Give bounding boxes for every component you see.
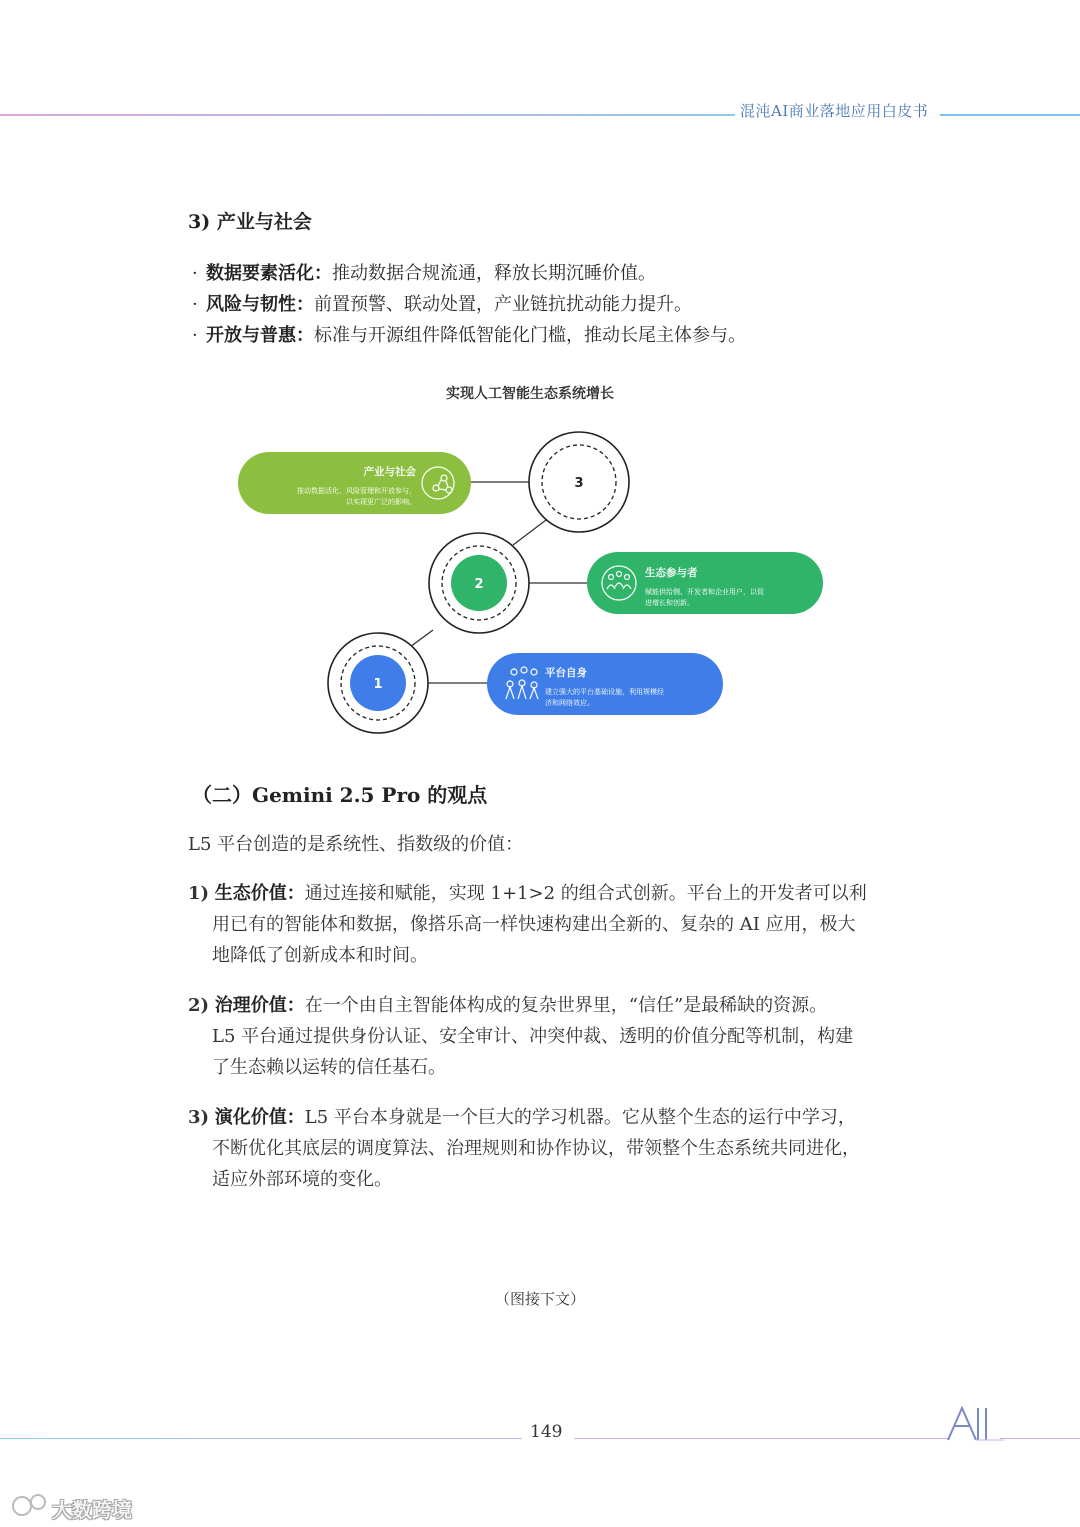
- figure-continued-caption: （图接下文）: [494, 1290, 585, 1308]
- step-2-card: [587, 552, 823, 614]
- step-3-number: 3: [574, 476, 584, 491]
- step-3-title: 产业与社会: [363, 466, 416, 478]
- step-2-desc-line1: 赋能供给侧、开发者和企业用户，以促: [645, 588, 764, 596]
- step-1-number: 1: [373, 677, 383, 692]
- connector-line: [410, 630, 433, 647]
- svg-text:AI: AI: [946, 1404, 948, 1405]
- footer-rule-mid: [574, 1438, 950, 1439]
- header-title: 混沌AI商业落地应用白皮书: [740, 102, 929, 120]
- step-2-number: 2: [474, 577, 484, 592]
- step-2-node: [429, 533, 529, 633]
- bullet-list: [192, 258, 952, 351]
- step-2-desc-line2: 进增长和创新。: [645, 599, 694, 607]
- step-1-title: 平台自身: [545, 667, 587, 679]
- bullet-item: · 数据要素活化：推动数据合规流通，释放长期沉睡价值。: [192, 263, 656, 284]
- watermark-text: 大数跨境: [52, 1498, 132, 1522]
- growth-diagram: [230, 425, 830, 735]
- step-3-desc-line1: 推动数据活化、风险管理和开放参与，: [297, 487, 416, 495]
- step-2-title: 生态参与者: [645, 567, 698, 579]
- bullet-item: · 风险与韧性：前置预警、联动处置，产业链抗扰动能力提升。: [192, 294, 692, 315]
- step-1-desc-line1: 建立强大的平台基础设施，利用规模经: [545, 688, 664, 696]
- header-rule-left: [0, 114, 735, 116]
- header-rule-right: [940, 114, 1080, 116]
- value-item: 2) 治理价值：在一个由自主智能体构成的复杂世界里，“信任”是最稀缺的资源。 L5 平台通过提供身份认证、安全审计、冲突仲裁、透明的价值分配等机制，构建 了生态赖以运转的信任基石。: [188, 995, 854, 1078]
- figure-title: 实现人工智能生态系统增长: [446, 386, 614, 402]
- step-3-node: [529, 432, 629, 532]
- footer-rule-right: [1000, 1438, 1080, 1439]
- bullet-item: · 开放与普惠：标准与开源组件降低智能化门槛，推动长尾主体参与。: [192, 325, 746, 346]
- value-item: 1) 生态价值：通过连接和赋能，实现 1+1>2 的组合式创新。平台上的开发者可以利 用已有的智能体和数据，像搭乐高一样快速构建出全新的、复杂的 AI 应用，极大 地降低了创新成本和时间。: [188, 883, 867, 966]
- page-number: 149: [530, 1422, 563, 1442]
- value-item: 3) 演化价值：L5 平台本身就是一个巨大的学习机器。它从整个生态的运行中学习， 不断优化其底层的调度算法、治理规则和协作协议，带领整个生态系统共同进化， 适应外部环境的变化。: [188, 1107, 860, 1190]
- intro-paragraph: L5 平台创造的是系统性、指数级的价值：: [188, 834, 524, 855]
- connector-line: [513, 517, 550, 545]
- step-1-card: [487, 653, 723, 715]
- ai-logo-icon: [946, 1404, 1006, 1442]
- section-heading: 3) 产业与社会: [188, 211, 312, 233]
- step-3-desc-line2: 以实现更广泛的影响。: [346, 498, 416, 506]
- footer-rule-left: [0, 1438, 522, 1439]
- step-1-desc-line2: 济和网络效应。: [545, 699, 594, 707]
- subsection-heading: （二）Gemini 2.5 Pro 的观点: [192, 783, 488, 807]
- step-3-card: [238, 452, 471, 514]
- step-1-node: [328, 633, 428, 733]
